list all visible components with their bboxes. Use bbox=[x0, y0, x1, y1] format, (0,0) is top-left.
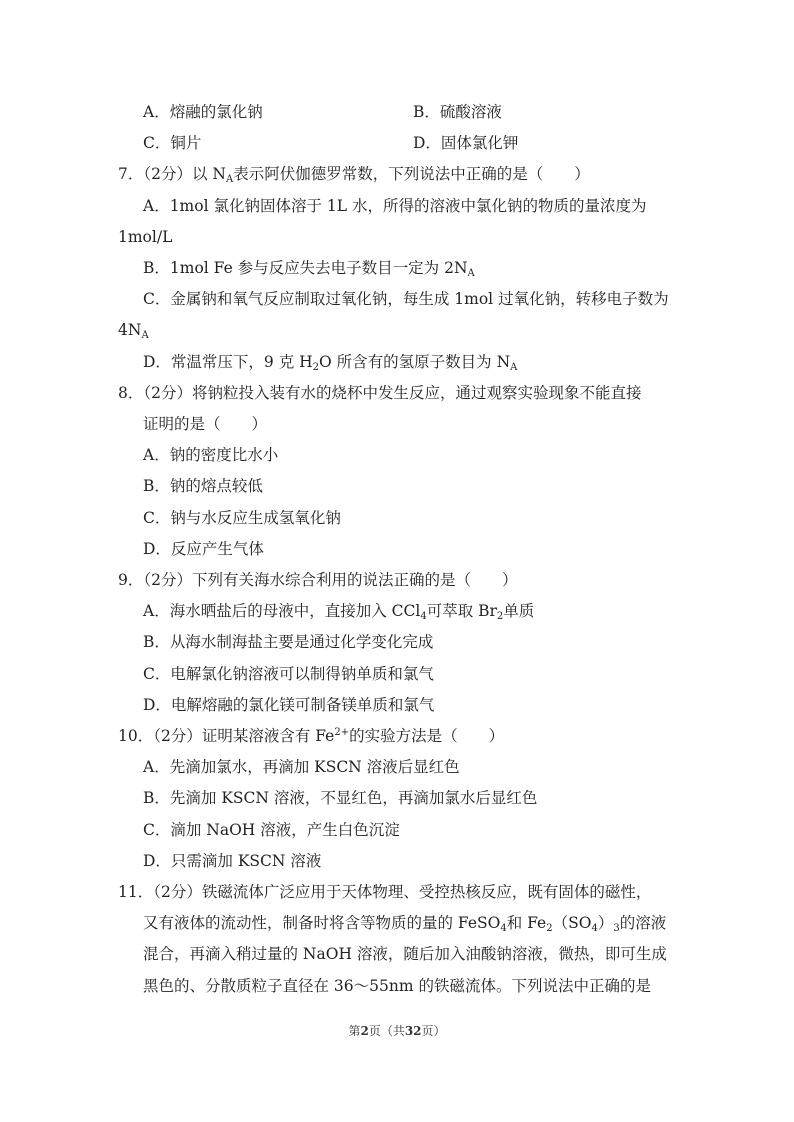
q9-option-d: D．电解熔融的氯化镁可制备镁单质和氯气 bbox=[143, 696, 435, 714]
q7-option-a: A．1mol 氯化钠固体溶于 1L 水，所得的溶液中氯化钠的物质的量浓度为 bbox=[143, 197, 647, 215]
page-footer: 第2页（共32页） bbox=[348, 1024, 446, 1038]
q7-option-d: D．常温常压下，9 克 $H_2O$ 所含有的氢原子数目为 $N_A$ bbox=[143, 353, 518, 373]
q11-stem-line-3: 混合，再滴入稍过量的 NaOH 溶液，随后加入油酸钠溶液，微热，即可生成 bbox=[143, 945, 667, 963]
total-pages: 32 bbox=[404, 1024, 422, 1038]
q8-stem-cont: 证明的是（ ） bbox=[143, 415, 268, 433]
q8-option-a: A．钠的密度比水小 bbox=[143, 446, 279, 464]
q10-option-b: B．先滴加 KSCN 溶液，不显红色，再滴加氯水后显红色 bbox=[143, 789, 538, 807]
q11-stem-line-4: 黑色的、分散质粒子直径在 36～55nm 的铁磁流体。下列说法中正确的是 bbox=[143, 977, 651, 995]
q10-stem: 10．（2分）证明某溶液含有 $Fe^{2+}$的实验方法是（ ） bbox=[118, 727, 505, 745]
q6-option-a: A．熔融的氯化钠 bbox=[143, 103, 263, 121]
q9-option-a: A．海水晒盐后的母液中，直接加入 CCl$_4$可萃取 $Br_2$单质 bbox=[143, 602, 535, 622]
q6-option-b: B．硫酸溶液 bbox=[413, 103, 502, 121]
q10-option-a: A．先滴加氯水，再滴加 KSCN 溶液后显红色 bbox=[143, 758, 460, 776]
q6-option-d: D．固体氯化钾 bbox=[413, 134, 519, 152]
q10-option-d: D．只需滴加 KSCN 溶液 bbox=[143, 852, 322, 870]
q6-option-c: C．铜片 bbox=[143, 134, 202, 152]
q7-stem: 7．（2分）以 $N_A$表示阿伏伽德罗常数，下列说法中正确的是（ ） bbox=[118, 165, 590, 185]
q8-option-b: B．钠的熔点较低 bbox=[143, 477, 263, 495]
q7-option-a-cont: 1mol/L bbox=[118, 228, 173, 246]
q8-option-c: C．钠与水反应生成氢氧化钠 bbox=[143, 509, 341, 527]
q9-option-c: C．电解氯化钠溶液可以制得钠单质和氯气 bbox=[143, 665, 434, 683]
q10-option-c: C．滴加 NaOH 溶液，产生白色沉淀 bbox=[143, 821, 400, 839]
q8-stem: 8．（2分）将钠粒投入装有水的烧杯中发生反应，通过观察实验现象不能直接 bbox=[118, 384, 642, 402]
q11-stem-line-1: 11．（2分）铁磁流体广泛应用于天体物理、受控热核反应，既有固体的磁性， bbox=[118, 883, 652, 901]
q7-option-b: B．1mol Fe 参与反应失去电子数目一定为 $2N_A$ bbox=[143, 259, 475, 279]
q7-option-c: C．金属钠和氧气反应制取过氧化钠，每生成 1mol 过氧化钠，转移电子数为 bbox=[143, 290, 669, 308]
q11-stem-line-2: 又有液体的流动性，制备时将含等物质的量的 FeSO$_4$和 $Fe_2(SO_4)_3$的溶液 bbox=[143, 914, 667, 934]
q7-option-c-cont: $4N_A$ bbox=[118, 321, 149, 341]
q9-option-b: B．从海水制海盐主要是通过化学变化完成 bbox=[143, 633, 434, 651]
q8-option-d: D．反应产生气体 bbox=[143, 540, 264, 558]
page-number: 2 bbox=[360, 1024, 369, 1038]
q9-stem: 9．（2分）下列有关海水综合利用的说法正确的是（ ） bbox=[118, 571, 518, 589]
